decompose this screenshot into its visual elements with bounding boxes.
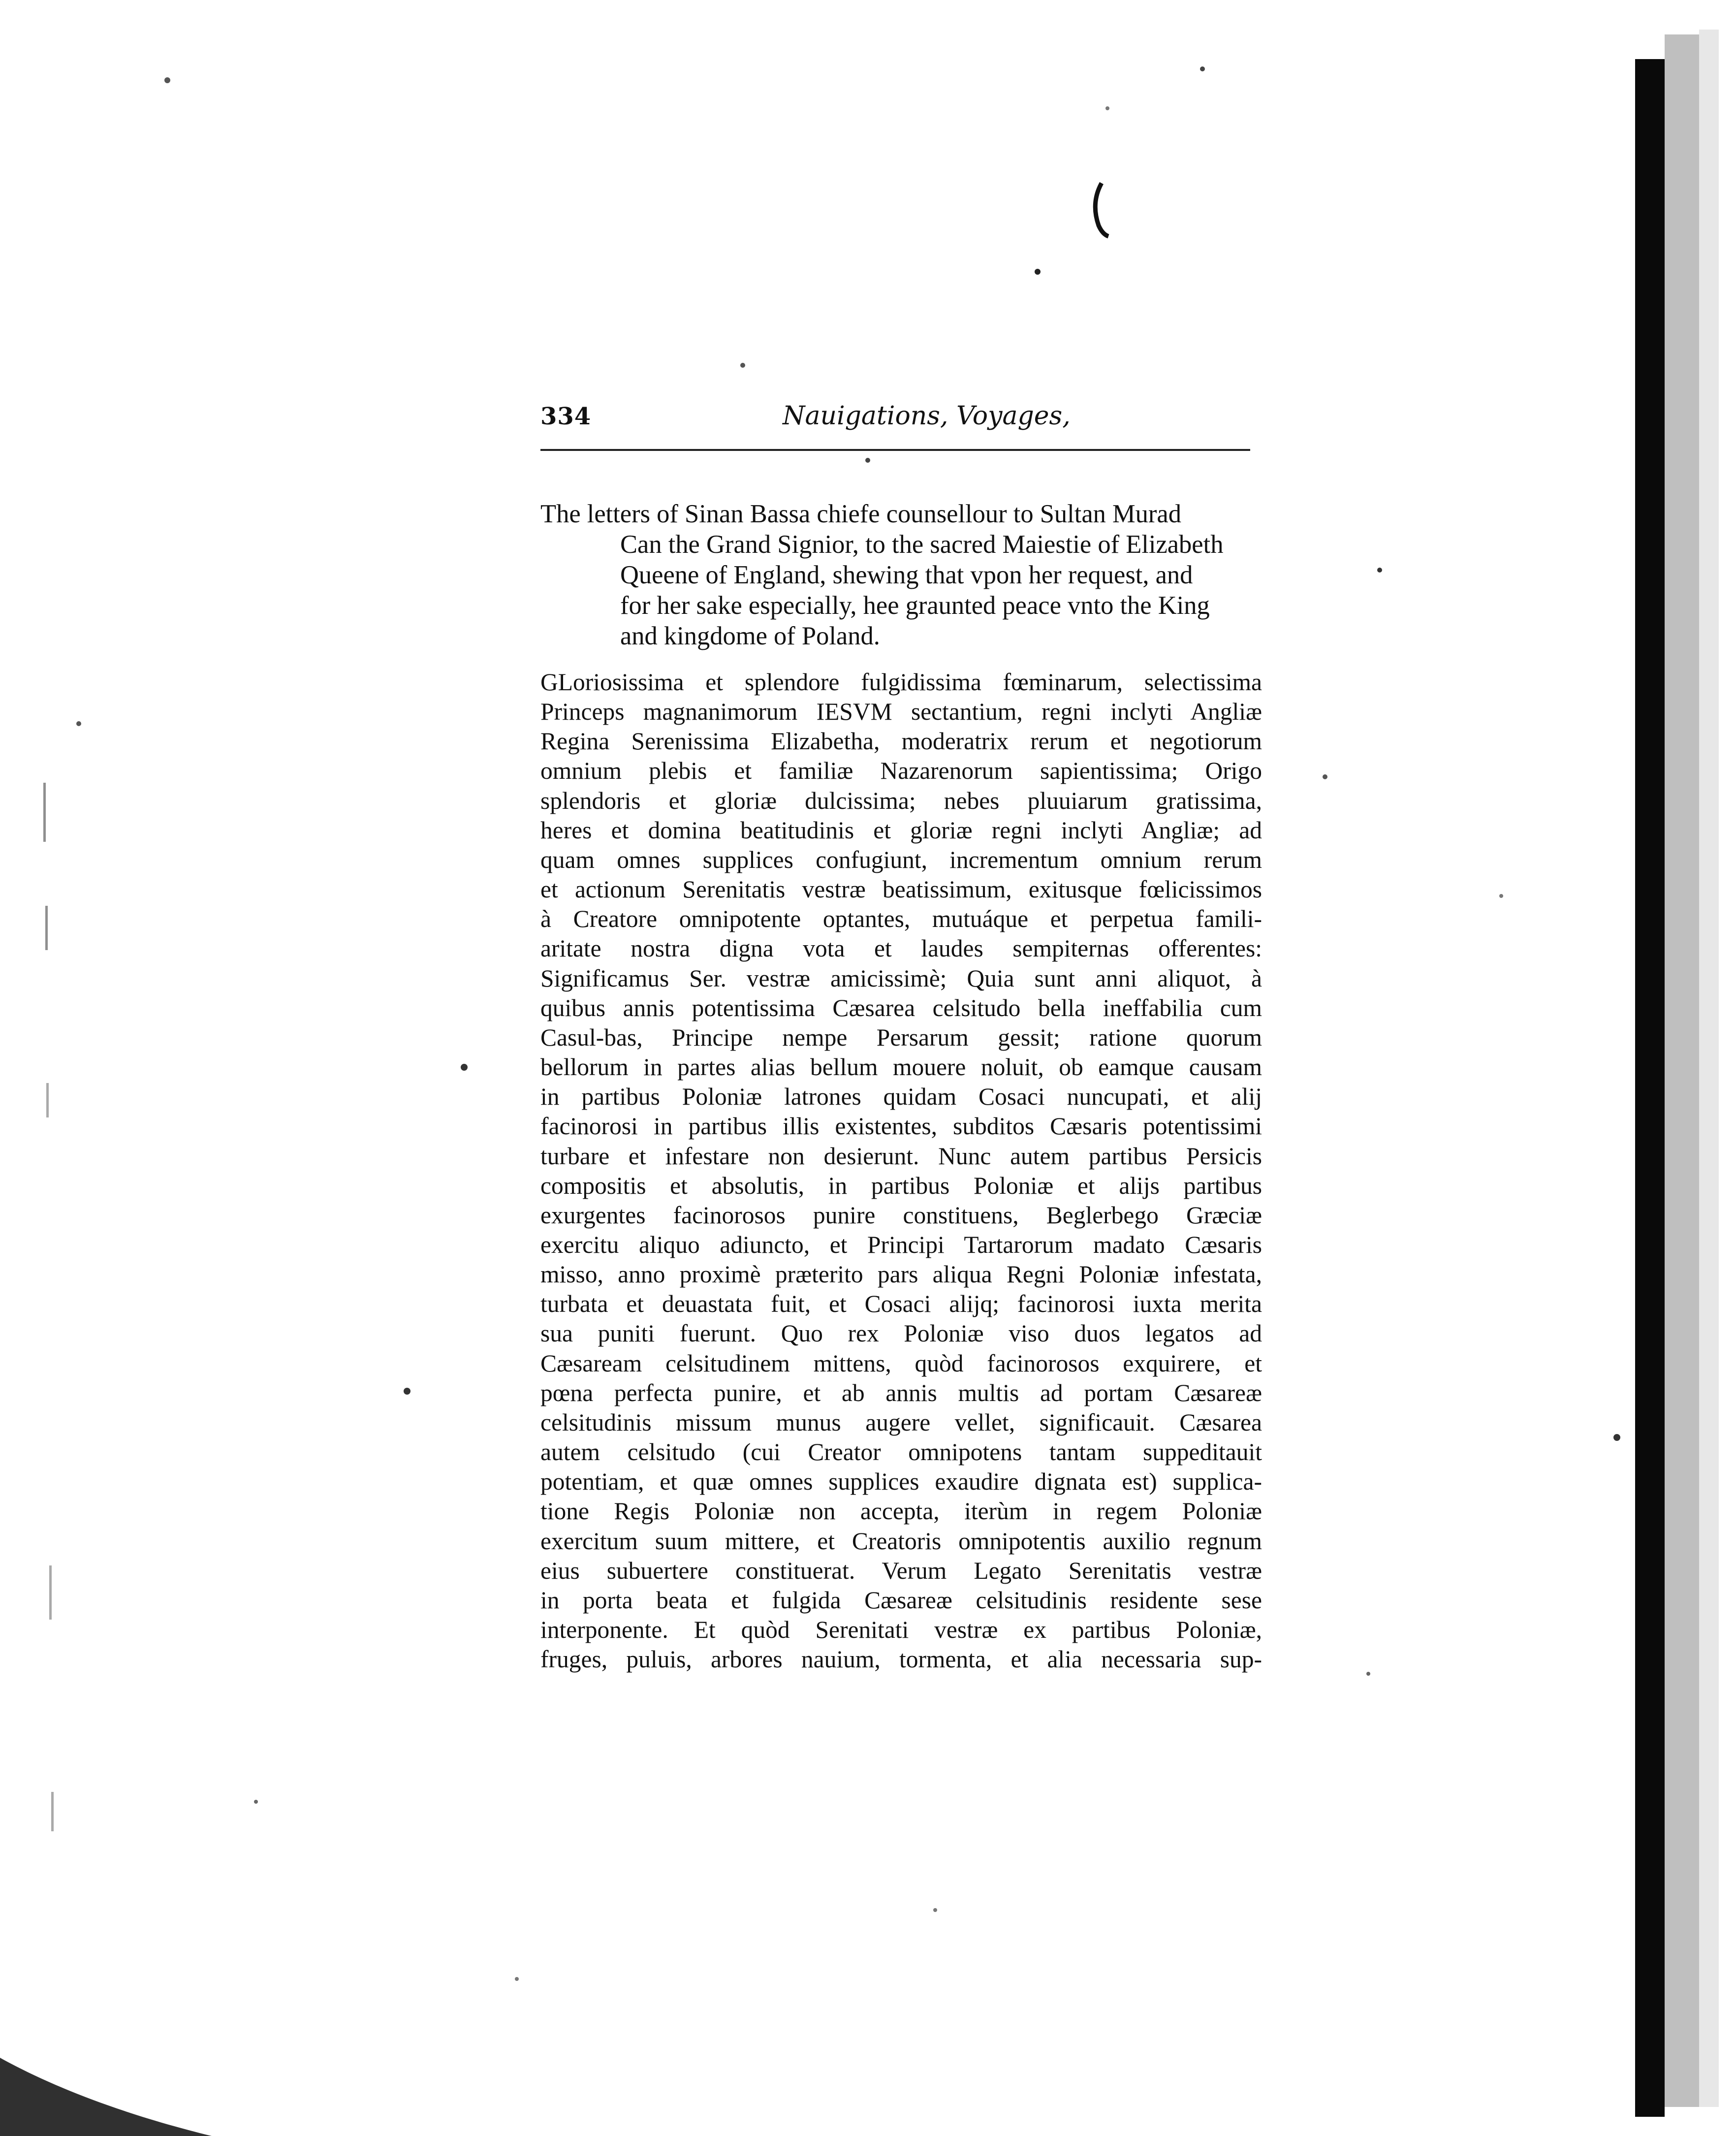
binding-gutter bbox=[1635, 59, 1665, 2117]
body-line: Cæsaream celsitudinem mittens, quòd facinorosos exquirere, et bbox=[540, 1349, 1262, 1377]
header-rule bbox=[540, 449, 1250, 451]
body-line: exercitu aliquo adiuncto, et Principi Tartarorum madato Cæsaris bbox=[540, 1231, 1262, 1258]
edge-mark bbox=[43, 783, 46, 842]
letter-body bbox=[540, 668, 1262, 1674]
speck bbox=[1035, 269, 1041, 275]
body-line: exercitum suum mittere, et Creatoris omnipotentis auxilio regnum bbox=[540, 1527, 1262, 1555]
body-line: misso, anno proximè præterito pars aliqua Regni Poloniæ infestata, bbox=[540, 1261, 1262, 1288]
gutter-shadow bbox=[1665, 34, 1699, 2107]
heading-line: Can the Grand Signior, to the sacred Maiestie of Elizabeth bbox=[620, 530, 1224, 559]
heading-line: and kingdome of Poland. bbox=[620, 622, 880, 650]
body-line: bellorum in partes alias bellum mouere noluit, ob eamque causam bbox=[540, 1053, 1262, 1081]
body-line: eius subuertere constituerat. Verum Legato Serenitatis vestræ bbox=[540, 1557, 1262, 1584]
body-line: et actionum Serenitatis vestræ beatissimum, exitusque fœlicissimos bbox=[540, 876, 1262, 903]
body-line: splendoris et gloriæ dulcissima; nebes pluuiarum gratissima, bbox=[540, 787, 1262, 814]
body-line: turbare et infestare non desierunt. Nunc autem partibus Persicis bbox=[540, 1142, 1262, 1170]
body-line: Significamus Ser. vestræ amicissimè; Quia sunt anni aliquot, à bbox=[540, 964, 1262, 992]
body-line: exurgentes facinorosos punire constituens, Beglerbego Græciæ bbox=[540, 1201, 1262, 1229]
speck bbox=[865, 458, 870, 463]
speck bbox=[515, 1977, 519, 1981]
body-line: pœna perfecta punire, et ab annis multis ad portam Cæsareæ bbox=[540, 1379, 1262, 1406]
body-line: in partibus Poloniæ latrones quidam Cosaci nuncupati, et alij bbox=[540, 1083, 1262, 1111]
speck bbox=[76, 721, 81, 726]
heading-line: for her sake especially, hee graunted peace vnto the King bbox=[620, 591, 1210, 620]
edge-mark bbox=[51, 1792, 54, 1831]
page-number: 334 bbox=[540, 403, 592, 430]
speck bbox=[1200, 66, 1205, 71]
body-line: GLoriosissima et splendore fulgidissima fœminarum, selectissima bbox=[540, 669, 1262, 696]
heading-line: Queene of England, shewing that vpon her request, and bbox=[620, 561, 1193, 589]
edge-mark bbox=[46, 1083, 49, 1117]
body-line: à Creatore omnipotente optantes, mutuáque et perpetua famili- bbox=[540, 905, 1262, 933]
body-line: autem celsitudo (cui Creator omnipotens tantam suppeditauit bbox=[540, 1438, 1262, 1466]
body-line: fruges, puluis, arbores nauium, tormenta, et alia necessaria sup- bbox=[540, 1646, 1262, 1673]
body-line: Princeps magnanimorum IESVM sectantium, regni inclyti Angliæ bbox=[540, 698, 1262, 726]
body-line: facinorosi in partibus illis existentes, subditos Cæsaris potentissimi bbox=[540, 1113, 1262, 1140]
body-line: potentiam, et quæ omnes supplices exaudire dignata est) supplica- bbox=[540, 1468, 1262, 1496]
body-line: celsitudinis missum munus augere vellet, significauit. Cæsarea bbox=[540, 1408, 1262, 1436]
running-title: Nauigations, Voyages, bbox=[783, 401, 1071, 431]
body-line: quibus annis potentissima Cæsarea celsitudo bella ineffabilia cum bbox=[540, 994, 1262, 1021]
body-line: aritate nostra digna vota et laudes sempiternas offerentes: bbox=[540, 935, 1262, 962]
gutter-edge bbox=[1699, 30, 1719, 2107]
letter-heading bbox=[540, 499, 1257, 651]
corner-shadow bbox=[0, 2058, 212, 2136]
speck bbox=[1377, 568, 1382, 573]
body-line: compositis et absolutis, in partibus Poloniæ et alijs partibus bbox=[540, 1172, 1262, 1199]
body-line: Regina Serenissima Elizabetha, moderatrix rerum et negotiorum bbox=[540, 728, 1262, 755]
heading-line: The letters of Sinan Bassa chiefe counsellour to Sultan Murad bbox=[540, 500, 1181, 528]
stray-ink-mark bbox=[1095, 183, 1108, 236]
speck bbox=[254, 1800, 258, 1804]
speck bbox=[1366, 1672, 1370, 1676]
speck bbox=[404, 1388, 410, 1395]
speck bbox=[1105, 106, 1109, 110]
body-line: in porta beata et fulgida Cæsareæ celsitudinis residente sese bbox=[540, 1586, 1262, 1614]
body-line: interponente. Et quòd Serenitati vestræ ex partibus Poloniæ, bbox=[540, 1616, 1262, 1643]
speck bbox=[1323, 774, 1327, 779]
speck bbox=[164, 77, 170, 83]
edge-mark bbox=[49, 1565, 52, 1620]
body-line: omnium plebis et familiæ Nazarenorum sapientissima; Origo bbox=[540, 757, 1262, 785]
speck bbox=[1499, 894, 1503, 898]
body-line: sua puniti fuerunt. Quo rex Poloniæ viso duos legatos ad bbox=[540, 1320, 1262, 1347]
speck bbox=[740, 363, 745, 368]
body-line: quam omnes supplices confugiunt, incrementum omnium rerum bbox=[540, 846, 1262, 873]
speck bbox=[461, 1064, 468, 1071]
speck bbox=[1613, 1434, 1620, 1441]
body-line: turbata et deuastata fuit, et Cosaci alijq; facinorosi iuxta merita bbox=[540, 1290, 1262, 1318]
body-line: tione Regis Poloniæ non accepta, iterùm in regem Poloniæ bbox=[540, 1498, 1262, 1525]
body-line: heres et domina beatitudinis et gloriæ regni inclyti Angliæ; ad bbox=[540, 816, 1262, 844]
body-line: Casul-bas, Principe nempe Persarum gessit; ratione quorum bbox=[540, 1023, 1262, 1051]
speck bbox=[933, 1908, 937, 1912]
edge-mark bbox=[45, 906, 48, 950]
